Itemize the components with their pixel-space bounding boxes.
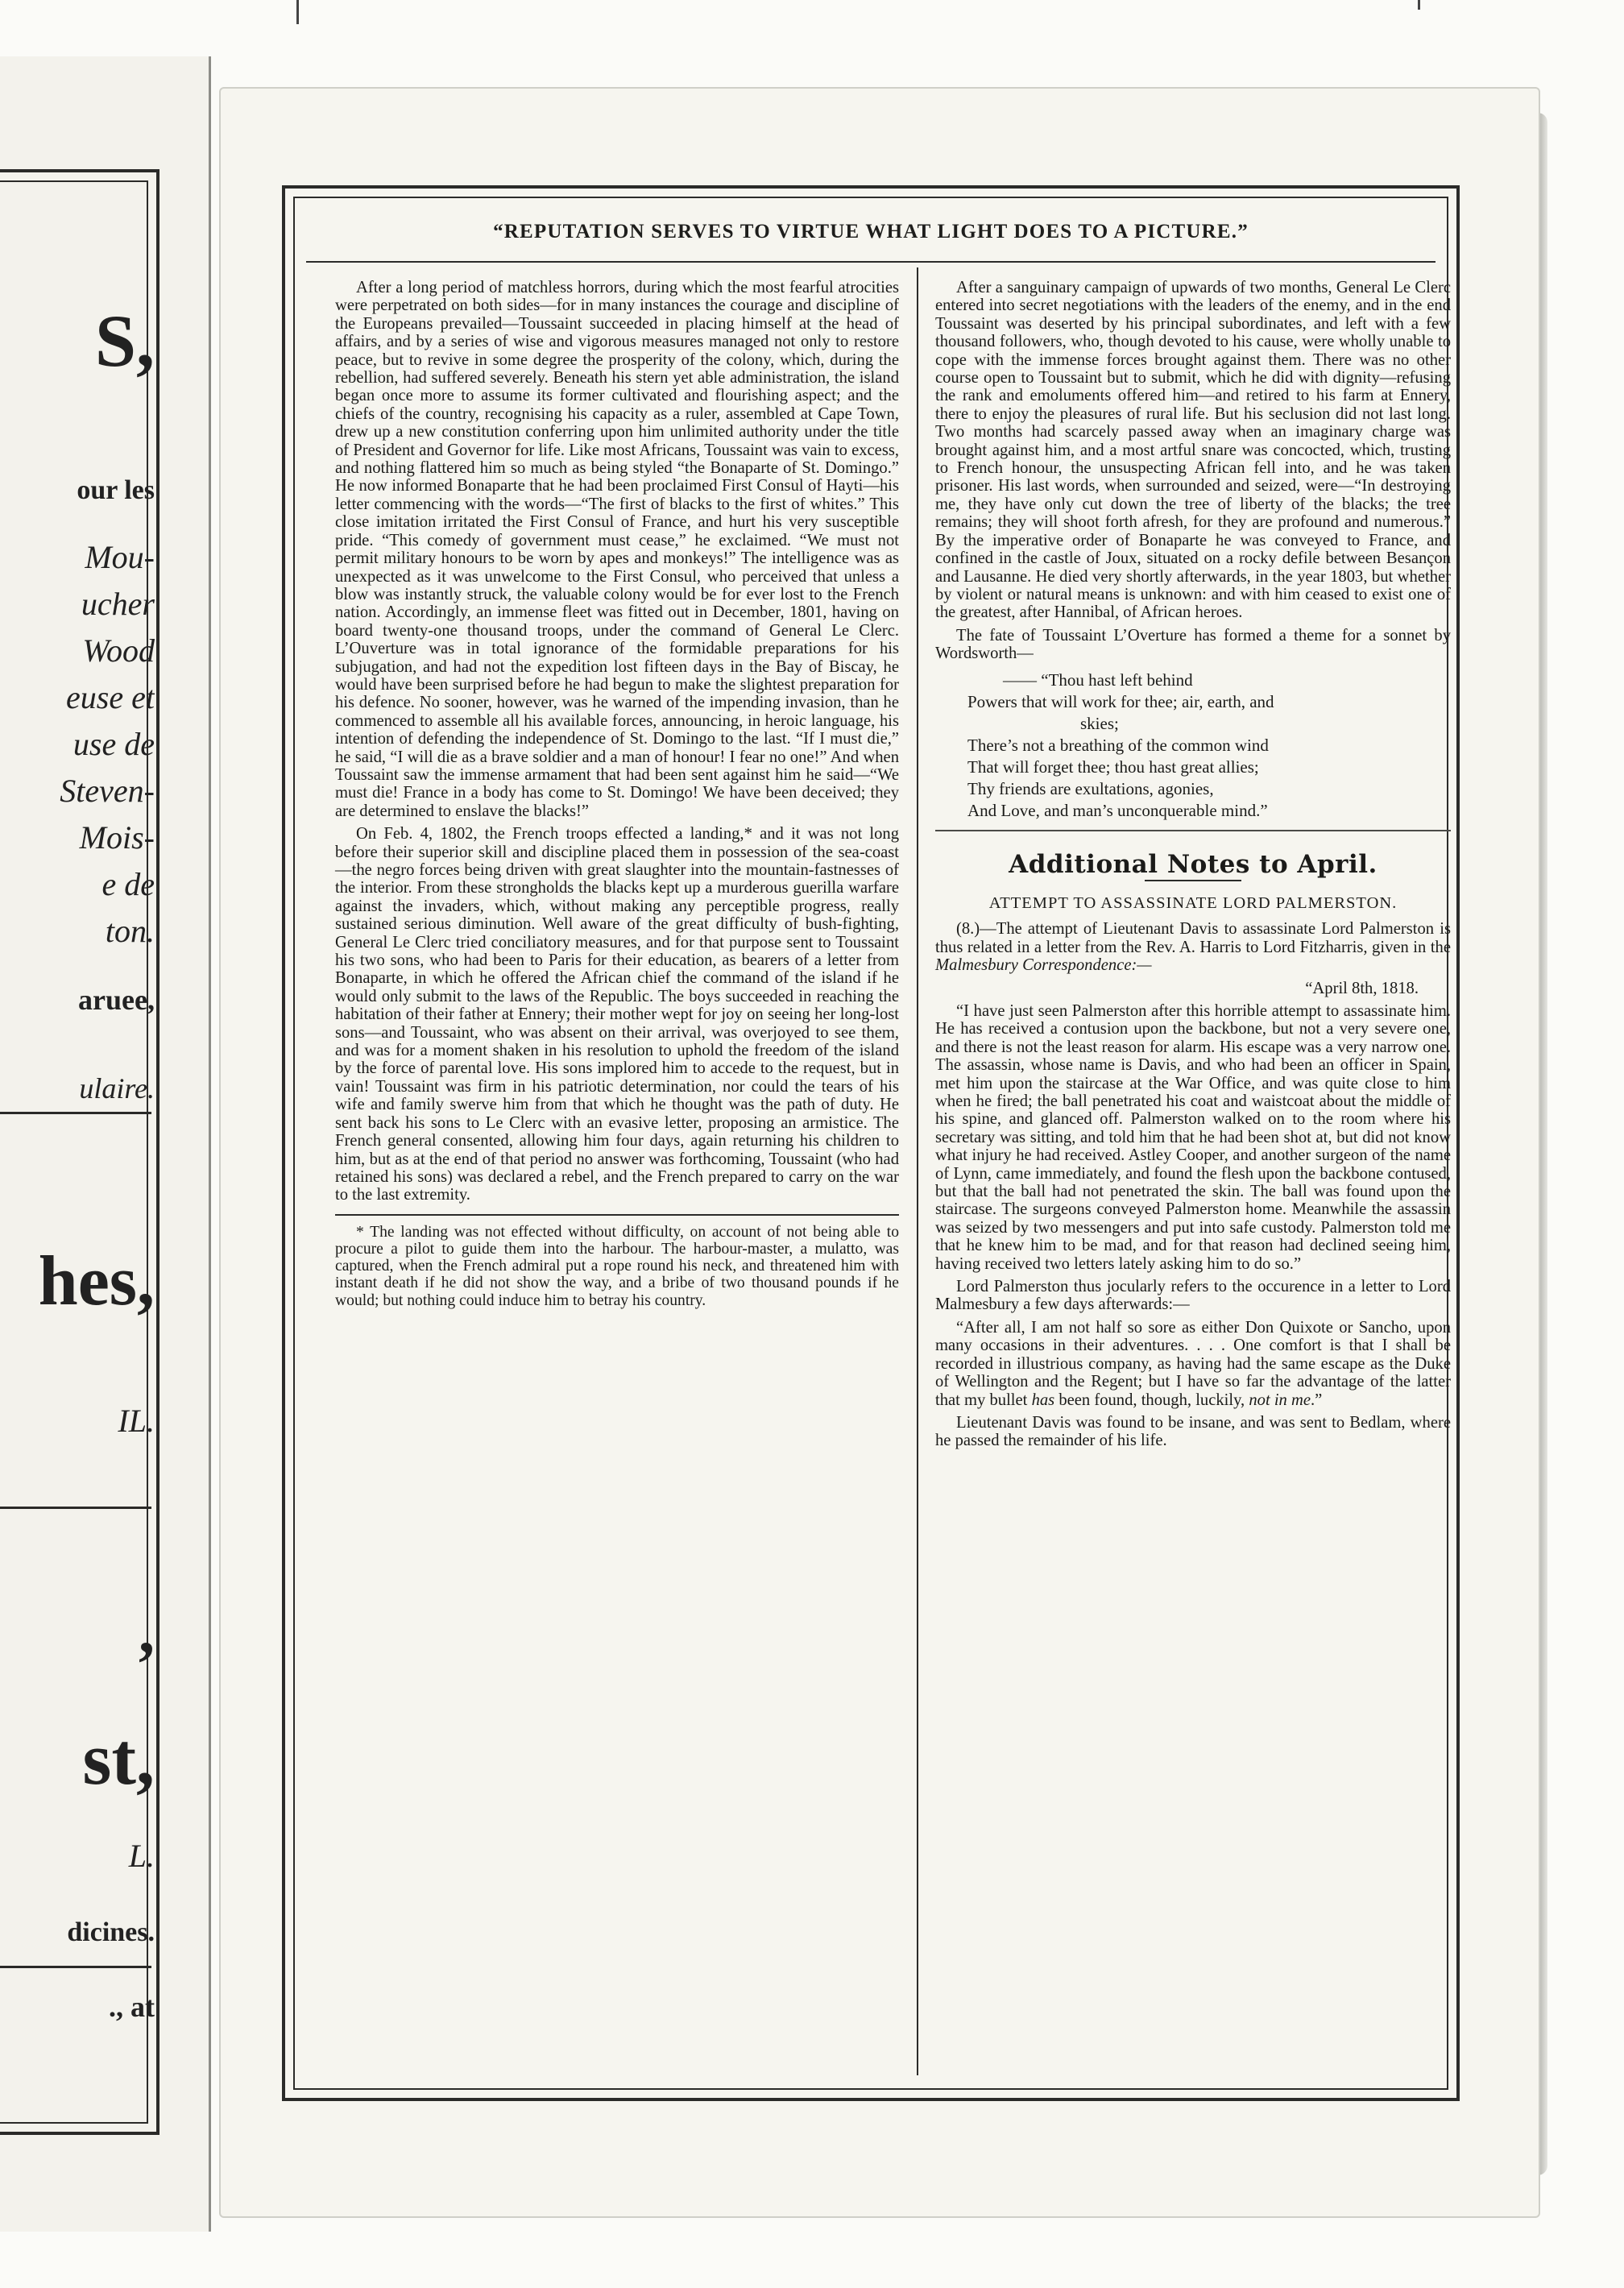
poem-line: And Love, and man’s unconquerable mind.” <box>967 800 1268 820</box>
adjacent-text-fragment: st, <box>82 1718 155 1800</box>
adjacent-text-fragment: ulaire. <box>79 1072 155 1105</box>
adjacent-rule <box>0 1112 151 1114</box>
page-motto: “REPUTATION SERVES TO VIRTUE WHAT LIGHT DOES TO A PICTURE.” <box>493 221 1249 242</box>
poem-line: There’s not a breathing of the common wind <box>967 735 1269 755</box>
quote-emphasis: has <box>1031 1391 1055 1409</box>
document-page <box>219 87 1540 2218</box>
letter-text: “I have just seen Palmerston after this horrible attempt to assassinate him. He has received a contusion upon the backbone, but not a very severe one, and there is not the least reason for alarm. His escape was a very narrow one. The assassin, whose name is Davis, and who had been an officer in Spain, met him upon the staircase at the War Office, and was quite close to him when he fired; the ball penetrated his coat and waistcoat about the middle of his spine, and glanced off. Palmerston walked on to the room where his secretary was sitting, and told him that he had been shot at, but did not know what injury he had received. Astley Cooper, and another surgeon of the name of Lynn, came immediately, and found the flesh upon the backbone contused, but that the ball had not penetrated the skin. The ball was found upon the staircase. The surgeons conveyed Palmerston home. Meanwhile the assassin was seized by two messengers and put into safe custody. Palmerston told me that he knew him to be mad, and for that reason had declined seeing him, having received two letters lately asking him to do so.” <box>935 1001 1451 1273</box>
adjacent-text-fragment: ucher <box>81 586 155 622</box>
adjacent-rule <box>0 1507 151 1509</box>
adjacent-text-fragment: IL. <box>118 1403 155 1439</box>
paragraph <box>935 920 1451 974</box>
adjacent-text-fragment: S, <box>94 300 155 382</box>
section-subheading: ATTEMPT TO ASSASSINATE LORD PALMERSTON. <box>988 893 1398 912</box>
right-column <box>935 279 1451 1455</box>
footnote-rule <box>335 1214 899 1216</box>
poem-line: Thy friends are exultations, agonies, <box>967 778 1214 798</box>
adjacent-rule <box>0 1966 151 1968</box>
quote-emphasis: not in me <box>1249 1391 1311 1409</box>
quotation <box>935 1319 1451 1409</box>
adjacent-text-fragment: our les <box>77 475 155 505</box>
adjacent-text-fragment: use de <box>72 726 155 762</box>
poem-line: skies; <box>1080 713 1119 733</box>
page-border <box>282 185 1460 2101</box>
adjacent-text-fragment: Steven- <box>60 773 155 809</box>
poem-line: Powers that will work for thee; air, earth, and <box>967 691 1274 711</box>
intro-text: (8.)—The attempt of Lieutenant Davis to assassinate Lord Palmerston is thus related in a letter from the Rev. A. Harris to Lord Fitzharris, given in the <box>935 920 1451 956</box>
section-title: Additional Notes to April. <box>1009 849 1378 879</box>
header-rule <box>306 261 1436 263</box>
adjacent-text-fragment: ., at <box>109 1991 155 2023</box>
adjacent-text-fragment: euse et <box>66 679 155 715</box>
footnote: * The landing was not effected without difficulty, on account of not being able to procure a pilot to guide them into the harbour. The harbour-master, a mulatto, was captured, when the French admiral put a rope round his neck, and threatened him with instant death if he did not show the way, and a bribe of two thousand pounds if he would; but nothing could induce him to betray his country. <box>335 1223 899 1309</box>
scan-mark <box>296 0 299 24</box>
adjacent-page-fragment <box>0 56 211 2232</box>
quote-text: .” <box>1311 1391 1323 1409</box>
quote-text: “After all, I am not half so sore as either Don Quixote or Sancho, upon many occasions in their adventures. . . . One comfort is that I shall be recorded in illustrious company, as having had the same escape as the Duke of Wellington and the Regent; but I have so far the advantage of the latter that my bullet <box>935 1318 1451 1409</box>
adjacent-text-fragment: Mois- <box>79 819 155 856</box>
adjacent-text-fragment: e de <box>102 866 155 902</box>
paragraph: Lieutenant Davis was found to be insane, and was sent to Bedlam, where he passed the remainder of his life. <box>935 1413 1451 1450</box>
poem-line: That will forget thee; thou hast great allies; <box>967 756 1259 777</box>
adjacent-text-fragment: L. <box>128 1838 155 1874</box>
column-divider <box>917 267 918 2075</box>
left-column <box>335 279 899 1314</box>
adjacent-text-fragment: Mou- <box>85 539 155 575</box>
adjacent-text-fragment: ton. <box>105 913 155 949</box>
paragraph: The fate of Toussaint L’Overture has formed a theme for a sonnet by Wordsworth— <box>935 626 1451 663</box>
paragraph: After a long period of matchless horrors, during which the most fearful atrocities were perpetrated on both sides—for in many instances the courage and discipline of the Europeans prevailed—Toussaint succeeded in placing himself at the head of affairs, and by a series of wise and vigorous measures managed not only to restore peace, but to revive in some degree the prosperity of the colony, which, during the rebellion, had suffered severely. Beneath his stern yet able administration, the island began once more to assume its former cultivated and flourishing aspect; and the chiefs of the country, recognising his capacity as a ruler, assembled at Cape Town, drew up a new constitution conferring upon him unlimited authority under the title of President and Governor for life. Like most Africans, Toussaint was vain to excess, and nothing flattered him so much as being styled “the Bonaparte of St. Domingo.” He now informed Bonaparte that he had been proclaimed First Consul of Hayti—his letter commencing with the words—“The first of blacks to the first of whites.” This close imitation irritated the First Consul of France, and hurt his very susceptible pride. “This comedy of government must cease,” he exclaimed. “We must not permit military honours to be worn by apes and monkeys!” The intelligence was as unexpected as it was unwelcome to the First Consul, who perceived that unless a blow was instantly struck, the valuable colony would be for ever lost to the French nation. Accordingly, an immense fleet was fitted out in December, 1801, having on board twenty-one thousand troops, under the command of General Le Clerc. L’Ouverture was in total ignorance of the formidable preparations for his subjugation, and had not the expedition lost fifteen days in the Bay of Biscay, he would have been surprised before he had begun to make the slightest preparation for his defence. No sooner, however, was he warned of the impending invasion, than he commenced to assemble all his available forces, announcing, in heroic language, his intention of defending the independence of St. Domingo to the last. “If I must die,” he said, “I will die as a brave soldier and a man of honour! I fear no one!” And when Toussaint saw the immense armament that had been sent against him he said—“We must die! France in a body has come to St. Domingo! We have been deceived; they are determined to enslave the blacks!” <box>335 279 899 820</box>
scan-mark <box>1418 0 1420 10</box>
paragraph: Lord Palmerston thus jocularly refers to the occurence in a letter to Lord Malmesbury a few days afterwards:— <box>935 1278 1451 1314</box>
adjacent-text-fragment: dicines. <box>67 1917 155 1947</box>
title-rule <box>1145 880 1241 881</box>
adjacent-text-fragment: Wood <box>82 632 155 669</box>
sonnet-excerpt <box>967 669 1451 822</box>
adjacent-text-fragment: aruee, <box>78 984 155 1016</box>
adjacent-text-fragment: hes, <box>38 1242 155 1320</box>
letter-date: “April 8th, 1818. <box>1305 979 1419 997</box>
page-inner-border <box>293 197 1451 2090</box>
scan-top-marks <box>0 0 1624 24</box>
poem-line: —— “Thou hast left behind <box>1003 669 1193 690</box>
section-rule <box>935 830 1451 831</box>
quote-text: been found, though, luckily, <box>1058 1391 1245 1409</box>
source-title: Malmesbury Correspondence:— <box>935 956 1152 975</box>
adjacent-text-fragment: , <box>139 1596 155 1667</box>
paragraph: On Feb. 4, 1802, the French troops effected a landing,* and it was not long before their superior skill and discipline placed them in possession of the sea-coast—the negro forces being driven with great slaughter into the mountain-fastnesses of the interior. From these strongholds the blacks kept up a murderous guerilla warfare against the invaders, which, without making any perceptible progress, really sustained serious diminution. Well aware of the great difficulty of bush-fighting, General Le Clerc tried conciliatory measures, and for that purpose sent to Toussaint his two sons, who had been to Paris for their education, as bearers of a letter from Bonaparte, in which he offered the African chief the command of the island if he would only submit to the laws of the Republic. The boys succeeded in reaching the habitation of their father at Ennery; their mother wept for joy on seeing her long-lost sons—and Toussaint, who was absent on their arrival, was overjoyed to see them, and was for a moment shaken in his resolution to uphold the freedom of the island by the force of parental love. His sons implored him to accede to the request, but in vain! Toussaint was firm in his patriotic determination, nor could the tears of his wife and family swerve him from that which he thought was the path of duty. He sent back his sons to Le Clerc with an evasive letter, proposing an armistice. The French general consented, allowing him four days, again returning his children to him, but as at the end of that period no answer was forthcoming, Toussaint (who had retained his sons) was declared a rebel, and the French prepared to carry on the war to the last extremity. <box>335 825 899 1204</box>
paragraph: After a sanguinary campaign of upwards of two months, General Le Clerc entered into secret negotiations with the leaders of the enemy, and in the end Toussaint was deserted by his principal subordinates, and left with a few thousand followers, who, though devoted to his cause, were wholly unable to cope with the immense forces brought against them. There was no other course open to Toussaint but to submit, which he did with dignity—refusing the rank and emoluments offered him—and retired to his farm at Ennery, there to enjoy the pleasures of rural life. But his seclusion did not last long. Two months had scarcely passed away when an imaginary charge was brought against him, and a most artful snare was concocted, which, trusting to French honour, the unsuspecting African fell into, and he was taken prisoner. His last words, when surrounded and seized, were—“In destroying me, they have only cut down the tree of liberty of the blacks; the tree remains; they will shoot forth afresh, for they are profound and numerous.” By the imperative order of Bonaparte he was conveyed to France, and confined in the castle of Joux, situated on a rocky defile between Besançon and Lausanne. He died very shortly afterwards, in the year 1803, but whether by violent or natural means is unknown: and with him ceased to exist one of the greatest, after Hannibal, of African heroes. <box>935 279 1451 622</box>
